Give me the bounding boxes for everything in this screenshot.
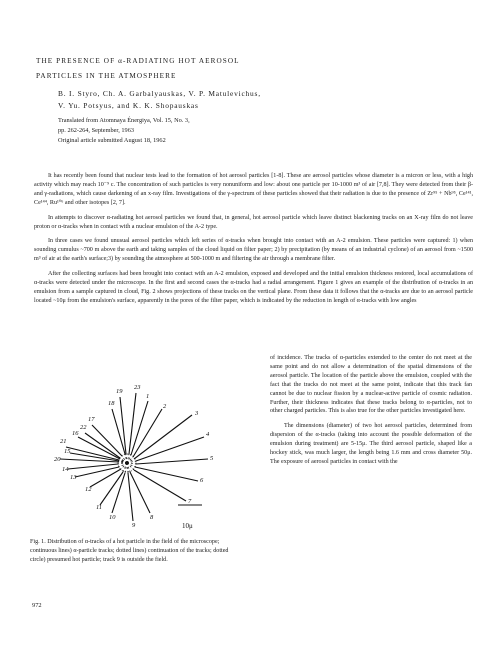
paragraph-3: In three cases we found unusual aerosol particles which left series of α-tracks when brought into contact with an A-2 emulsion. These particles were captured: 1) when sounding cumulus ~700 m above the earth and taking samples of the cloud liquid on filter paper; 2) by precipitation (by means of an industrial cyclone) of an aerosol from ~1500 m³ of air at the earth's surface;3) by sounding the atmosphere at 500-1000 m and filtering the air through a membrane filter. (34, 238, 473, 263)
right-column-paragraph-2: The dimensions (diameter) of two hot aerosol particles, determined from dispersion of the α-tracks (taking into account the possible deformation of the emulsion during treatment) are 5-15μ. The third aerosol particle, shaped like a hockey stick, was much larger, the length being 1.6 mm and cross diameter 50μ. The exposure of aerosol particles in contact with the (270, 423, 472, 465)
figure-1-caption: Fig. 1. Distribution of α-tracks of a hot particle in the field of the microscope; continuous lines) α-particle tracks; dotted lines) continuation of the tracks; dotted circle) presumed hot particle; track 9 is outside the field. (30, 539, 229, 563)
authors-line-1: B. I. Styro, Ch. A. Garbalyauskas, V. P. Matulevichus, (58, 89, 261, 98)
right-column-text (270, 354, 472, 467)
track-label-2: 2 (163, 403, 167, 410)
body-text (34, 172, 473, 306)
alpha-track-23 (129, 393, 136, 454)
alpha-track-6 (135, 467, 198, 481)
track-label-12: 12 (85, 486, 92, 493)
track-label-17: 17 (88, 416, 95, 423)
alpha-track-4 (136, 437, 204, 461)
paragraph-1: It has recently been found that nuclear tests lead to the formation of hot aerosol particles [1-8]. These are aerosol particles whose diameter is a micron or less, with a high activity which may reach 10⁻⁹ c. The concentration of such particles is very nonuniform and low: about one particle per 10-1000 m³ of air [7,8]. They were detected from their β- and γ-radiations, which cause darkening of an x-ray film. Investigations of the γ-spectrum of these particles showed that their radiation is due to the presence of Zr⁹⁵ + Nb⁹⁵, Ce¹⁴¹, Ce¹⁴⁴, Ru¹⁰⁶ and other isotopes [2, 7]. (34, 173, 473, 206)
translation-note-line-2: pp. 262-264, September, 1963 (58, 127, 134, 134)
alpha-track-13 (75, 467, 119, 477)
track-label-9: 9 (132, 522, 136, 529)
track-label-3: 3 (195, 410, 199, 417)
track-label-8: 8 (150, 514, 154, 521)
alpha-track-14 (68, 464, 118, 469)
track-label-5: 5 (210, 455, 214, 462)
right-column-paragraph-1: of incidence. The tracks of α-particles extended to the center do not meet at the same point and do not allow a determination of the spatial dimensions of the aerosol particle. The location of the particle above the emulsion, coupled with the fact that the tracks do not meet at the same point, indicate that this track fan cannot be due to nuclear fission by a nuclear-active particle of cosmic radiation. Further, their thickness indicates that these tracks belong to α-particles, not to other charged particles. This is also true for the other particles investigated here. (270, 355, 472, 415)
track-label-10: 10 (109, 514, 116, 521)
track-label-4: 4 (206, 431, 210, 438)
alpha-track-22 (85, 433, 120, 458)
track-label-7: 7 (188, 498, 192, 505)
article-title-line-1: THE PRESENCE OF α-RADIATING HOT AEROSOL (36, 57, 240, 65)
track-label-14: 14 (62, 466, 69, 473)
figure-1-track-diagram (30, 363, 235, 538)
authors-line-2: V. Yu. Potsyus, and K. K. Shopauskas (58, 101, 199, 110)
scale-bar-label: 10μ (182, 522, 193, 530)
translation-note-line-1: Translated from Atomnaya Énergiya, Vol. 15, No. 3, (58, 117, 190, 124)
track-label-22: 22 (80, 424, 87, 431)
alpha-track-12 (90, 469, 121, 487)
track-label-18: 18 (108, 400, 115, 407)
track-label-13: 13 (70, 474, 77, 481)
track-label-11: 11 (96, 504, 103, 511)
track-label-20: 20 (54, 456, 61, 463)
track-label-15: 15 (64, 448, 71, 455)
alpha-track-9 (128, 473, 133, 521)
track-label-16: 16 (72, 430, 79, 437)
track-label-23: 23 (134, 384, 141, 391)
track-label-19: 19 (116, 388, 123, 395)
track-continuation-7 (127, 463, 134, 470)
track-label-6: 6 (200, 477, 204, 484)
alpha-track-3 (134, 415, 192, 459)
track-label-1: 1 (146, 393, 150, 400)
paragraph-4: After the collecting surfaces had been brought into contact with an A-2 emulsion, exposed and developed and the initial emulsion thickness restored, local accumulations of α-tracks were detected under the microscope. In the first and second cases the α-tracks had a radial arrangement. Figure 1 gives an example of the distribution of α-tracks in an emulsion from a sample captured in cloud, Fig. 2 shows projections of these tracks on the vertical plane. From these data it follows that the α-tracks are due to an aerosol particle located ~10μ from the emulsion's surface, apparently in the pores of the filter paper, which is indicated by the reduction in length of α-tracks with low angles (34, 271, 473, 304)
track-label-21: 21 (60, 438, 67, 445)
page-number: 972 (32, 602, 42, 609)
alpha-track-5 (136, 459, 208, 464)
translation-note-line-3: Original article submitted August 18, 1962 (58, 137, 166, 144)
paragraph-2: In attempts to discover α-radiating hot aerosol particles we found that, in general, hot aerosol particle which leave distinct blackening tracks on an X-ray film do not leave proton or α-tracks when in contact with a nuclear emulsion of the A-2 type. (34, 214, 473, 230)
article-title-line-2: PARTICLES IN THE ATMOSPHERE (36, 72, 177, 80)
